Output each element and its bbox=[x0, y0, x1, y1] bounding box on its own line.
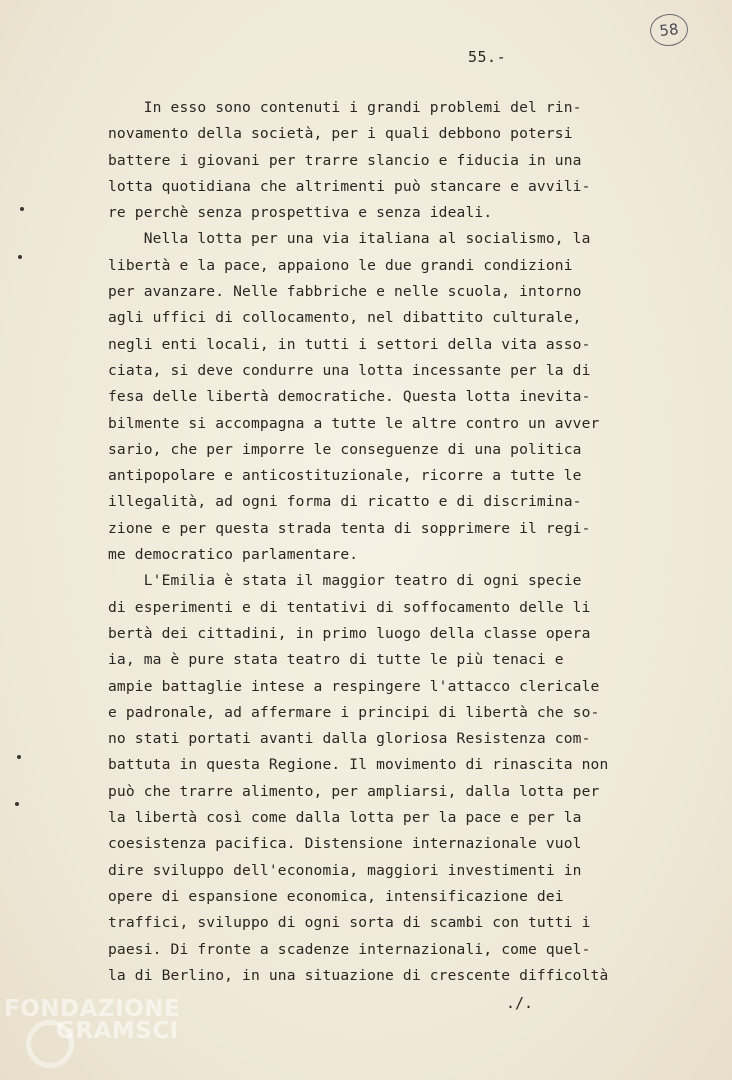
watermark-line1: FONDAZIONE bbox=[4, 996, 181, 1022]
archive-number-stamp: 58 bbox=[648, 12, 689, 48]
page-number: 55.- bbox=[468, 48, 507, 66]
margin-mark bbox=[17, 755, 21, 759]
text-line: bilmente si accompagna a tutte le altre contro un avver bbox=[108, 414, 600, 432]
text-line: libertà e la pace, appaiono le due grandi condizioni bbox=[108, 256, 573, 274]
text-line: novamento della società, per i quali debbono potersi bbox=[108, 125, 573, 143]
text-line: lotta quotidiana che altrimenti può stancare e avvili- bbox=[108, 177, 591, 195]
text-line: fesa delle libertà democratiche. Questa lotta inevita- bbox=[108, 388, 591, 406]
text-line: ciata, si deve condurre una lotta incessante per la di bbox=[108, 361, 591, 379]
text-line: negli enti locali, in tutti i settori della vita asso- bbox=[108, 335, 591, 353]
text-line: per avanzare. Nelle fabbriche e nelle scuola, intorno bbox=[108, 283, 582, 301]
text-line: coesistenza pacifica. Distensione internazionale vuol bbox=[108, 835, 582, 853]
margin-mark bbox=[15, 802, 19, 806]
text-line: ampie battaglie intese a respingere l'attacco clericale bbox=[108, 677, 600, 695]
watermark bbox=[4, 998, 180, 1042]
body-text bbox=[108, 95, 608, 989]
text-line: re perchè senza prospettiva e senza ideali. bbox=[108, 204, 493, 222]
text-line: agli uffici di collocamento, nel dibattito culturale, bbox=[108, 309, 582, 327]
text-line: la libertà così come dalla lotta per la pace e per la bbox=[108, 809, 582, 827]
text-line: dire sviluppo dell'economia, maggiori investimenti in bbox=[108, 861, 582, 879]
text-line: opere di espansione economica, intensificazione dei bbox=[108, 887, 564, 905]
text-line: bertà dei cittadini, in primo luogo della classe opera bbox=[108, 624, 591, 642]
text-line: sario, che per imporre le conseguenze di una politica bbox=[108, 440, 582, 458]
text-line: paesi. Di fronte a scadenze internazionali, come quel- bbox=[108, 940, 591, 958]
text-line: ia, ma è pure stata teatro di tutte le più tenaci e bbox=[108, 651, 564, 669]
text-line: traffici, sviluppo di ogni sorta di scambi con tutti i bbox=[108, 914, 591, 932]
text-line: In esso sono contenuti i grandi problemi del rin- bbox=[108, 99, 582, 116]
text-line: antipopolare e anticostituzionale, ricorre a tutte le bbox=[108, 467, 582, 485]
text-line: illegalità, ad ogni forma di ricatto e di discrimina- bbox=[108, 493, 582, 511]
text-line: può che trarre alimento, per ampliarsi, dalla lotta per bbox=[108, 782, 600, 800]
margin-mark bbox=[18, 255, 22, 259]
text-line: no stati portati avanti dalla gloriosa Resistenza com- bbox=[108, 730, 591, 748]
text-line: e padronale, ad affermare i principi di libertà che so- bbox=[108, 703, 600, 721]
text-line: di esperimenti e di tentativi di soffocamento delle li bbox=[108, 598, 591, 616]
text-line: me democratico parlamentare. bbox=[108, 546, 359, 564]
text-line: la di Berlino, in una situazione di crescente difficoltà bbox=[108, 966, 609, 984]
continuation-mark: ./. bbox=[506, 994, 534, 1012]
watermark-line2: GRAMSCI bbox=[56, 1018, 179, 1044]
text-line: L'Emilia è stata il maggior teatro di ogni specie bbox=[108, 572, 582, 590]
text-line: zione e per questa strada tenta di sopprimere il regi- bbox=[108, 519, 591, 537]
text-line: battuta in questa Regione. Il movimento di rinascita non bbox=[108, 756, 609, 774]
text-line: Nella lotta per una via italiana al socialismo, la bbox=[108, 230, 591, 248]
margin-mark bbox=[20, 207, 24, 211]
text-line: battere i giovani per trarre slancio e fiducia in una bbox=[108, 151, 582, 169]
